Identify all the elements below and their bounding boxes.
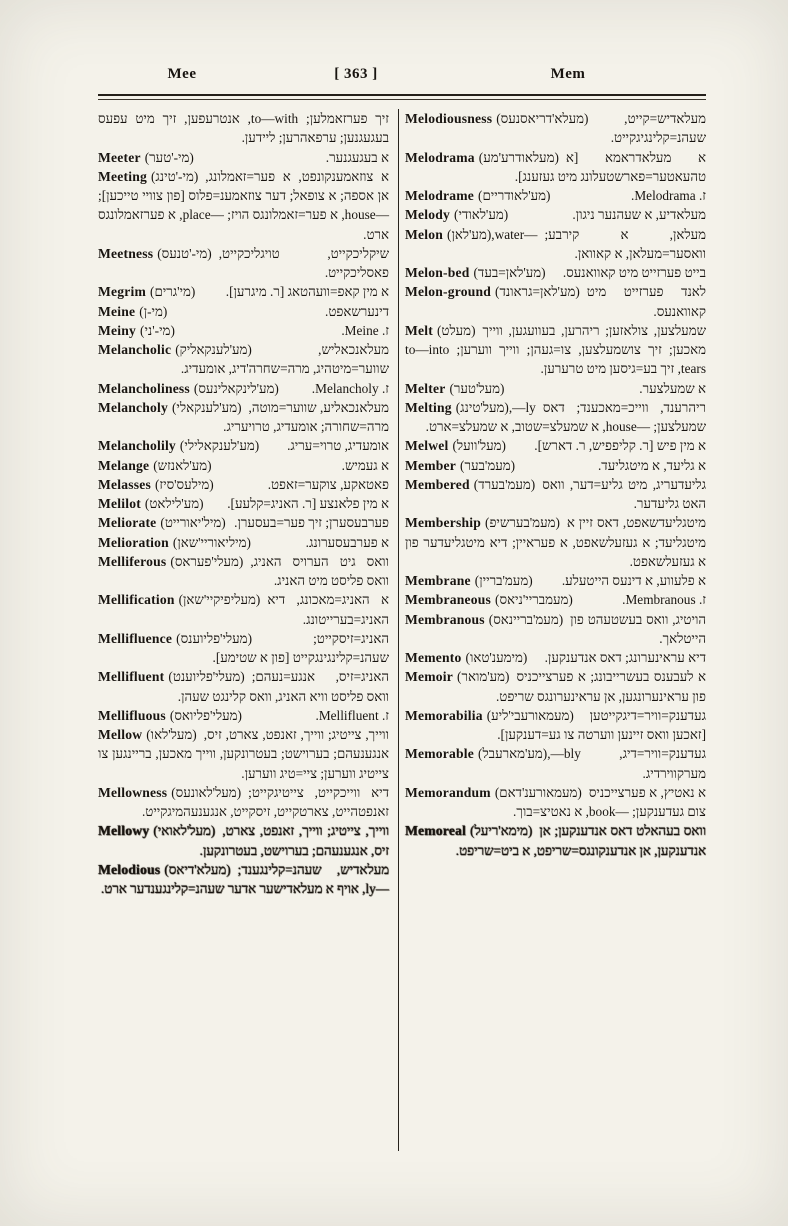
headword: Melon-ground [405, 284, 491, 300]
dictionary-entry [405, 263, 706, 282]
pronunciation: (מעלא'דריאסנעס) [496, 111, 589, 126]
definition-text: א צוזאמענקונפט, א פער=זאמלונג, אן אספה; א צופאל; דער צוזאמענ=פלוס [פון צוויי טייכען]; —house, א פער=זאמלונגס הויז; —place, א פערזאמלונגס ארט. [98, 168, 389, 242]
dictionary-entry [98, 456, 389, 475]
dictionary-entry [98, 494, 389, 513]
pronunciation: (מעמ'בערשיפ) [485, 515, 560, 531]
headword: Melodiousness [405, 111, 493, 126]
dictionary-entry [405, 282, 706, 321]
headword: Memorandum [405, 784, 491, 800]
pronunciation: (מע'מארעבל) [478, 746, 548, 762]
dictionary-entry [405, 321, 706, 379]
headword-group [405, 571, 533, 590]
dictionary-entry [98, 398, 389, 437]
headword-group [405, 263, 546, 282]
definition-text: האניג=זיסקייט; שעהנ=קלינגינגקייט [פון א שטימע]. [212, 630, 389, 665]
headword-group [405, 513, 560, 532]
headword: Membranous [405, 611, 485, 627]
headword: Memento [405, 650, 462, 665]
definition-text: הויטיג, וואס בעשטעהט פון הייטלאך. [570, 611, 706, 646]
definition-text: וואס גיט הערויס האניג, וואס פליסט מיט האניג. [250, 553, 389, 588]
pronunciation: (מע'לינקאלינעס) [193, 380, 279, 396]
pronunciation: (מעמ'בריינאס) [488, 611, 564, 627]
headword-group [405, 436, 506, 455]
pronunciation: (מעמ'בערד) [473, 476, 536, 492]
pronunciation: (מעלי'פליואס) [169, 707, 242, 723]
headword: Mellowy [98, 823, 150, 839]
headword: Memorable [405, 746, 474, 762]
definition-text: זיך פערזאמלען; to—with, אנטרעפען, זיך מיט עפעס בעגעגנען; ערפאהרען; ליידען. [98, 111, 389, 146]
definition-text: פערבעסערן; זיך פער=בעסערן. [234, 515, 389, 531]
dictionary-entry [405, 667, 706, 706]
dictionary-entry [405, 225, 706, 264]
definition-text: מעלאדיש, שעהנ=קלינגענד; —ly, אויף א מעלאדישער אדער שעהנ=קלינגענדער ארט. [100, 861, 389, 896]
definition-text: ז. Melancholy. [311, 380, 389, 396]
definition-text: א האניג=מאכונג, דיא האניג=בערייטונג. [267, 592, 389, 627]
definition-text: געדענק=וויר=דיג, מערקווירדיג. [619, 746, 706, 781]
definition-text: א פלעווע, א דינעס הייטעלע. [561, 573, 706, 588]
pronunciation: (מעמ'בריין) [474, 573, 533, 588]
headword-group [98, 706, 242, 725]
headword-group [98, 513, 226, 532]
dictionary-entry [405, 436, 706, 455]
dictionary-entry [98, 282, 389, 301]
pronunciation: (מע'לענקאלילי) [179, 438, 260, 454]
dictionary-entry [98, 590, 389, 629]
headword-group [98, 475, 214, 494]
headword: Meeting [98, 168, 147, 184]
pronunciation: (מעלט) [436, 322, 476, 338]
dictionary-entry [405, 610, 706, 649]
definition-text: א פערבעסערונג. [305, 534, 389, 550]
headword-suffix: ,—ly [508, 399, 536, 415]
headword-group [405, 456, 515, 475]
headword: Meine [98, 303, 136, 319]
dictionary-entry [405, 398, 706, 437]
headword: Melliferous [98, 553, 167, 569]
definition-text: מעלאנכאליע, שווער=מוטה, מרה=שחורה; אומעדיג, טרויעריג. [223, 399, 389, 434]
definition-text: ז. Membranous. [622, 592, 706, 608]
headword-group [98, 282, 195, 301]
headword-group [405, 225, 537, 244]
definition-text: א שמעלצער. [639, 380, 706, 396]
definition-text: פאטאקע, צוקער=זאפט. [267, 476, 389, 492]
definition-text: ריהרענד, ווייכ=מאכענד; דאס שמעלצען; —house, א שמעלצ=שטוב, א שמעלצ=ארט. [425, 399, 706, 434]
headword: Melwel [405, 438, 449, 454]
definition-text: געדענק=וויר=דיגקייטען [זאכען וואס זיינען ווערטה צו גע=דענקען]. [497, 707, 706, 742]
headword-group [405, 321, 476, 340]
dictionary-entry [405, 475, 706, 514]
headword: Meeter [98, 149, 141, 165]
definition-text: מעלאדיע, א שעהנער ניגון. [572, 207, 706, 223]
definition-text: גליעדעריג, מיט גליע=דער, וואס האט גליעדער. [542, 476, 706, 511]
headword: Megrim [98, 284, 146, 300]
catchword-right: Mem [550, 66, 586, 82]
headword: Melon-bed [405, 265, 470, 280]
dictionary-entry [98, 552, 389, 591]
definition-text: א מין פלאנצע [ר. האניג=קלעע]. [227, 496, 389, 511]
headword: Melodrama [405, 149, 475, 165]
headword-group [98, 860, 231, 879]
headword-group [98, 821, 215, 840]
definition-text: שיקליכקייט, טויגליכקייט, פאסליכקייט. [218, 245, 389, 280]
headword: Melodious [98, 861, 161, 877]
dictionary-entry [405, 186, 706, 205]
dictionary-entry [98, 244, 389, 283]
pronunciation: (מעלא'דיאס) [164, 861, 231, 877]
pronunciation: (מי-ן) [139, 303, 168, 319]
dictionary-entry [405, 379, 706, 398]
headword: Mellifluent [98, 669, 165, 685]
headword-suffix: ,water— [491, 226, 538, 242]
definition-text: ז. Meine. [341, 322, 389, 338]
pronunciation: (מע'לאודריים) [478, 188, 551, 203]
right-column [405, 109, 706, 860]
pronunciation: (מעל'לאונעס) [171, 784, 242, 800]
definition-text: דינערשאפט. [325, 303, 389, 319]
headword-group [405, 590, 573, 609]
pronunciation: (מעמאורעבי'ליע) [486, 707, 574, 723]
pronunciation: (מע'לאן) [447, 226, 492, 242]
dictionary-entry [405, 109, 706, 148]
headword-group [405, 783, 582, 802]
headword-group [98, 552, 243, 571]
dictionary-entry [98, 725, 389, 783]
headword: Meliorate [98, 515, 157, 531]
pronunciation: (מי'גרים) [150, 284, 196, 300]
definition-text: אומעדיג, טרוי=עריג. [287, 438, 389, 454]
headword-group [405, 186, 550, 205]
headword: Mellow [98, 727, 143, 742]
catchword-left: Mee [167, 66, 197, 82]
pronunciation: (מעמ'בער) [460, 457, 516, 473]
dictionary-entry [405, 513, 706, 571]
headword-group [98, 436, 259, 455]
pronunciation: (מיל'יאורייט) [160, 515, 226, 531]
dictionary-entry [405, 648, 706, 667]
headword: Melt [405, 322, 433, 338]
headword-group [98, 456, 212, 475]
definition-text: מעלאנכאליש, שווער=מיטהיג, מרה=שחרה'דיג, אומעדיג. [180, 342, 389, 377]
dictionary-entry [405, 783, 706, 822]
dictionary-entry [405, 744, 706, 783]
definition-text: א גליעד, א מיטגליעד. [597, 457, 706, 473]
headword-group [98, 167, 198, 186]
headword: Melancholily [98, 438, 176, 454]
pronunciation: (מע'לאנזש) [153, 457, 212, 473]
header-rule [98, 94, 706, 100]
pronunciation: (מעמבריי'ניאס) [495, 592, 573, 608]
pronunciation: (מע'מואר) [457, 669, 510, 685]
dictionary-entry [98, 167, 389, 244]
pronunciation: (מע'לאן=בעד) [473, 265, 546, 280]
pronunciation: (מעלאודרע'מע) [478, 149, 559, 165]
pronunciation: (מעל'לאואי) [153, 823, 216, 839]
headword-group [98, 398, 242, 417]
pronunciation: (מעמאורענ'דאם) [494, 784, 582, 800]
headword: Melody [405, 207, 450, 223]
headword-group [98, 725, 197, 744]
headword: Member [405, 457, 457, 473]
pronunciation: (מיליאוריי'שאן) [172, 534, 251, 550]
dictionary-entry [98, 667, 389, 706]
left-column [98, 109, 389, 898]
pronunciation: (מעליפיקיי'שאן) [178, 592, 261, 608]
definition-text: מעלאדיש=קייט, שעהנ=קלינגיגקייט. [610, 111, 706, 146]
headword-group [405, 475, 535, 494]
definition-text: ווייך, צייטיג; ווייך, זאנפט, צארט, זיס, אנגענעהם; בערוישט, בעטרונקען. [199, 823, 389, 858]
definition-text: א לעבענס בעשרייבונג; א פערצייכניס פון עראינערונגען, אן עראינערונגס שריפט. [495, 669, 706, 704]
dictionary-entry [98, 860, 389, 899]
definition-text: ווייך, צייטיג; ווייך, זאנפט, צארט, זיס, אנגענעהם; בערוישט; בעטרונקען, ווייך מאכען, בריינגען צו צייטיג ווערען; ציי=טיג ווערען. [98, 727, 389, 781]
headword-group [98, 321, 175, 340]
dictionary-entry [98, 302, 389, 321]
headword-group [405, 398, 536, 417]
definition-text: מעלאן, א קירבע; וואסער=מעלאן, א קאוואן. [544, 226, 706, 261]
headword-group [405, 744, 581, 763]
page-number: [ 363 ] [334, 66, 378, 82]
pronunciation: (מע'לענקאלי) [171, 399, 242, 415]
pronunciation: (מעלי'פליוענס) [176, 630, 252, 646]
definition-text: לאנד פערזייט מיט קאוואנעס. [586, 284, 706, 319]
headword-group [405, 148, 559, 167]
definition-text: ז. Melodrama. [631, 188, 706, 203]
pronunciation: (מעל'טינג) [455, 399, 509, 415]
pronunciation: (מימענ'טאו) [465, 650, 528, 665]
headword: Membrane [405, 573, 471, 588]
headword-group [405, 282, 580, 301]
dictionary-entry [98, 513, 389, 532]
dictionary-entry [405, 456, 706, 475]
headword-group [98, 148, 194, 167]
headword: Melting [405, 399, 452, 415]
dictionary-entry [98, 533, 389, 552]
headword: Memoir [405, 669, 453, 685]
dictionary-entry [405, 205, 706, 224]
pronunciation: (מי-'טער) [144, 149, 194, 165]
headword: Memorabilia [405, 707, 483, 723]
definition-text: ז. Mellifluent. [315, 707, 389, 723]
headword: Mellowness [98, 784, 168, 800]
headword: Melioration [98, 534, 169, 550]
headword: Melodrame [405, 188, 474, 203]
dictionary-entry [98, 340, 389, 379]
definition-text: א נאטיץ, א פערצייכניס צום געדענקען; —book, א נאטיצ=בוך. [513, 784, 706, 819]
dictionary-entry [98, 109, 389, 148]
pronunciation: (מילעס'סיז) [154, 476, 214, 492]
running-head [98, 66, 706, 90]
headword: Mellification [98, 592, 175, 608]
headword-group [405, 648, 527, 667]
headword: Mellifluous [98, 707, 166, 723]
definition-text: שמעלצען, צולאזען; ריהרען, בעוועגען, ווייך מאכען; זיך צושמעלצען, צו=געהן; ווייך ווערען; to—into tears, זיך בע=גיסען מיט טרערען. [405, 322, 706, 377]
dictionary-entry [98, 321, 389, 340]
pronunciation: (מע'לאן=גראונד) [495, 284, 580, 300]
dictionary-entry [405, 571, 706, 590]
headword-group [98, 494, 204, 513]
headword-group [405, 706, 574, 725]
pronunciation: (מעלי'פליוענט) [168, 669, 245, 685]
headword: Meiny [98, 322, 136, 338]
pronunciation: (מעל'טער) [449, 380, 505, 396]
headword: Melon [405, 226, 443, 242]
headword-group [405, 379, 504, 398]
print-area [98, 66, 706, 1151]
headword: Melilot [98, 496, 141, 511]
headword-group [98, 302, 167, 321]
headword: Melancholiness [98, 380, 190, 396]
headword-suffix: ,—bly [547, 746, 581, 762]
definition-text: דיא עראינערונג; דאס אנדענקען. [544, 650, 706, 665]
dictionary-entry [98, 821, 389, 860]
headword-group [98, 379, 279, 398]
pronunciation: (מעלי'פעראס) [170, 553, 244, 569]
dictionary-entry [405, 821, 706, 860]
dictionary-entry [98, 475, 389, 494]
pronunciation: (מע'לאודי) [454, 207, 509, 223]
dictionary-entry [98, 379, 389, 398]
column-divider [398, 109, 399, 1151]
headword: Melange [98, 457, 150, 473]
headword: Melancholy [98, 399, 168, 415]
headword-group [405, 109, 588, 128]
headword: Membered [405, 476, 470, 492]
columns [98, 109, 706, 1151]
dictionary-entry [98, 436, 389, 455]
definition-text: א בעגעגנער. [325, 149, 389, 165]
definition-text: בייט פערזייט מיט קאוואנעס. [562, 265, 706, 280]
headword: Mellifluence [98, 630, 173, 646]
definition-text: האניג=זיס, אנגע=נעהם; וואס פליסט וויא האניג, וואס קלינגט שעהן. [177, 669, 389, 704]
dictionary-entry [98, 148, 389, 167]
definition-text: א מעלאדראמא [א טהעאטער=פארשטעלונג מיט געזענג]. [514, 149, 706, 184]
headword-group [98, 629, 252, 648]
headword-group [98, 244, 212, 263]
headword-group [98, 783, 241, 802]
headword-group [98, 533, 251, 552]
dictionary-entry [405, 590, 706, 609]
headword: Melter [405, 380, 446, 396]
headword-group [405, 821, 532, 840]
headword: Meetness [98, 245, 154, 261]
dictionary-entry [98, 629, 389, 668]
definition-text: מיטגליעדשאפט, דאס זיין א מיטגליעד; א געזעלשאפט, א פעראיין; דיא מיטגליעדער פון א געזעלשאפט. [405, 515, 706, 569]
definition-text: א מין קאפ=וועהטאג [ר. מיגרען]. [225, 284, 389, 300]
headword: Membraneous [405, 592, 492, 608]
dictionary-entry [98, 706, 389, 725]
dictionary-entry [98, 783, 389, 822]
pronunciation: (מע'לענקאליק) [175, 342, 252, 357]
headword: Membership [405, 515, 482, 531]
headword: Memoreal [405, 823, 466, 839]
headword-group [405, 667, 509, 686]
headword: Melasses [98, 476, 151, 492]
definition-text: א מין פיש [ר. קליפפיש, ר. דארש]. [534, 438, 706, 454]
headword: Melancholic [98, 342, 172, 357]
definition-text: דיא ווייכקייט, צייטיגקייט; זאנפטהייט, צארטקייט, זיסקייט, אנגענעהמיגקייט. [141, 784, 389, 819]
pronunciation: (מימא'ריעל) [469, 823, 533, 839]
pronunciation: (מי-'טינג) [150, 168, 199, 184]
pronunciation: (מעל'לאו) [146, 727, 197, 742]
headword-group [98, 667, 245, 686]
pronunciation: (מי-'טנעס) [157, 245, 212, 261]
pronunciation: (מעל'וועל) [452, 438, 506, 454]
headword-group [405, 610, 563, 629]
headword-group [405, 205, 508, 224]
dictionary-entry [405, 706, 706, 745]
pronunciation: (מי-'ני) [140, 322, 175, 338]
headword-group [98, 590, 260, 609]
headword-group [98, 340, 252, 359]
pronunciation: (מע'לילאט) [144, 496, 204, 511]
definition-text: וואס בעהאלט דאס אנדענקען; אן אנדענקען, אן אנדענקונגס=שריפט, א ביט=שריפט. [455, 823, 706, 858]
dictionary-entry [405, 148, 706, 187]
definition-text: א געמיש. [341, 457, 389, 473]
